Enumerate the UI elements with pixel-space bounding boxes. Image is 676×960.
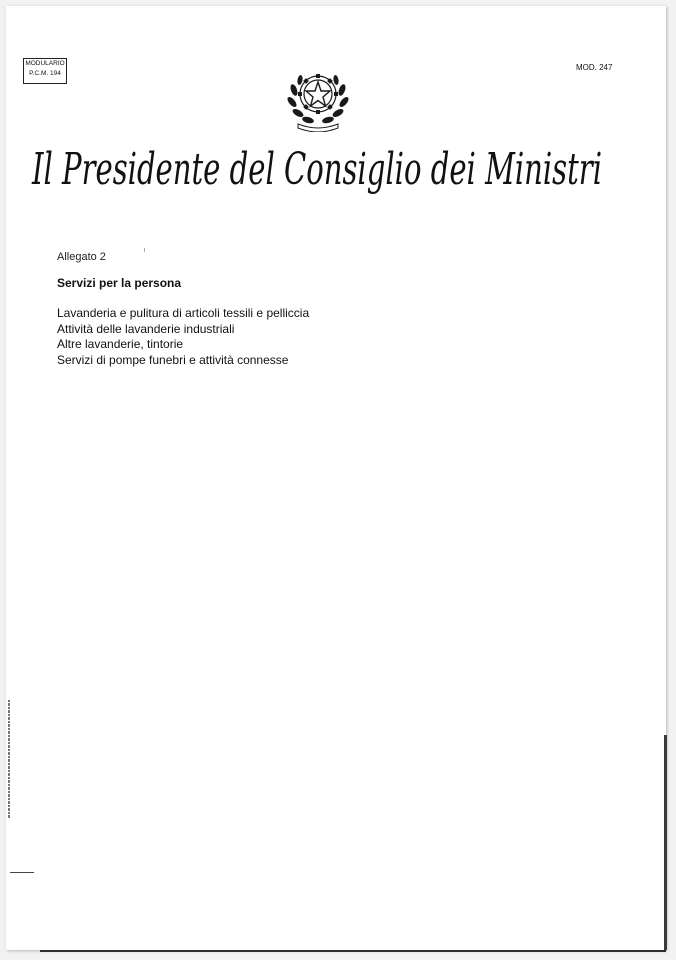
mod-number: MOD. 247 [576,63,613,72]
list-item: Lavanderia e pulitura di articoli tessili e pelliccia [57,306,310,320]
modulario-label: MODULARIO [25,60,65,67]
header-title [30,132,610,214]
list-item: Altre lavanderie, tintorie [57,337,184,351]
activity-list [57,306,309,368]
allegato-label: Allegato 2 [57,251,106,263]
margin-imprint [6,700,12,820]
italian-republic-emblem-icon [284,60,352,132]
page-edge-shadow-bottom [40,950,666,952]
modulario-stamp [23,58,67,84]
header-title-text: Il Presidente del Consiglio dei Ministri [31,144,602,195]
section-title: Servizi per la persona [57,276,182,290]
list-item: Attività delle lavanderie industriali [57,321,235,336]
margin-tick [10,872,34,873]
faint-mark [144,248,145,252]
modulario-code: P.C.M. 194 [29,70,61,77]
list-item: Servizi di pompe funebri e attività connesse [57,352,289,367]
page-edge-shadow-right [664,735,667,950]
